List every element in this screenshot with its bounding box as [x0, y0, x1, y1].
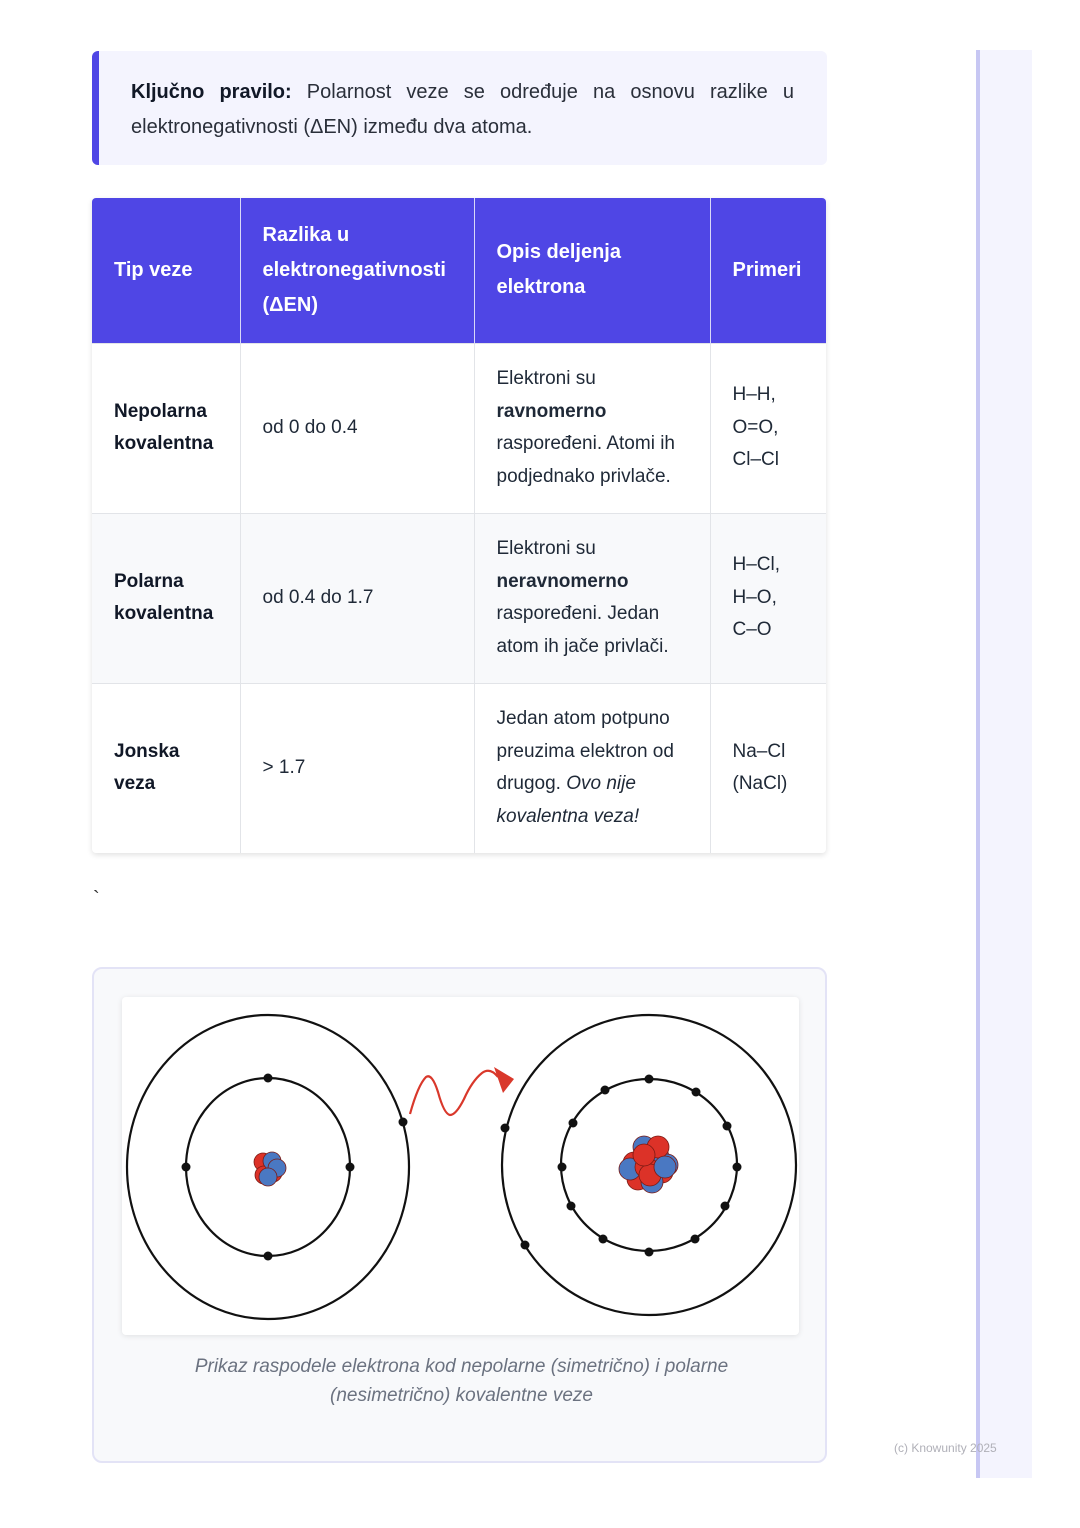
example-item: (NaCl) — [732, 773, 788, 795]
electron — [645, 1248, 654, 1257]
cell-en-difference: od 0 do 0.4 — [240, 343, 474, 513]
desc-text: raspoređeni. Jedan atom ih jače privlači. — [496, 603, 669, 657]
cell-en-difference: od 0.4 do 1.7 — [240, 513, 474, 683]
side-panel — [976, 50, 1032, 1478]
table-row — [92, 513, 826, 683]
neutron — [654, 1156, 676, 1178]
electron — [346, 1163, 355, 1172]
electron — [601, 1086, 610, 1095]
cell-examples — [710, 343, 826, 513]
cell-en-difference: > 1.7 — [240, 683, 474, 853]
header-bond-type: Tip veze — [92, 198, 240, 343]
electron — [645, 1075, 654, 1084]
electron — [567, 1202, 576, 1211]
bond-table — [92, 198, 826, 853]
key-rule-callout — [92, 51, 827, 165]
electron — [723, 1122, 732, 1131]
example-item: Na–Cl — [732, 740, 786, 762]
stray-backtick: ` — [93, 888, 100, 910]
header-en-difference: Razlika u elektronegativnosti (ΔEN) — [240, 198, 474, 343]
electron — [264, 1252, 273, 1261]
desc-text: Elektroni su — [496, 538, 596, 559]
transfer-arrow — [410, 1067, 514, 1115]
cell-description — [474, 513, 710, 683]
electron — [692, 1088, 701, 1097]
electron — [521, 1241, 530, 1250]
proton — [633, 1144, 655, 1166]
cell-examples — [710, 513, 826, 683]
arrow-head — [494, 1067, 514, 1093]
electron — [733, 1163, 742, 1172]
desc-emphasis: ravnomerno — [496, 400, 607, 422]
left-electrons — [182, 1074, 408, 1261]
example-item: O=O, — [732, 416, 779, 438]
callout-text: Polarnost veze se određuje na osnovu razlike u elektronegativnosti (ΔEN) između dva atoma. — [131, 81, 794, 138]
right-nucleus — [619, 1136, 678, 1193]
left-nucleus — [254, 1152, 286, 1186]
electron — [691, 1235, 700, 1244]
atom-diagram — [122, 997, 799, 1335]
header-examples: Primeri — [710, 198, 826, 343]
cell-description — [474, 683, 710, 853]
desc-italic-note: Ovo nije kovalentna veza! — [496, 773, 640, 827]
cell-description — [474, 343, 710, 513]
example-item: C–O — [732, 619, 772, 641]
desc-emphasis: neravnomerno — [496, 570, 629, 592]
header-description: Opis deljenja elektrona — [474, 198, 710, 343]
table-header-row — [92, 198, 826, 343]
cell-bond-type: Nepolarna kovalentna — [92, 343, 240, 513]
cell-bond-type: Polarna kovalentna — [92, 513, 240, 683]
desc-text: Elektroni su — [496, 368, 596, 389]
example-item: H–H, — [732, 384, 776, 406]
table-row — [92, 343, 826, 513]
desc-text: Jedan atom potpuno preuzima elektron od drugog. — [496, 708, 674, 795]
table-row — [92, 683, 826, 853]
electron — [501, 1124, 510, 1133]
electron — [721, 1202, 730, 1211]
right-atom — [501, 1015, 797, 1315]
figure-caption: Prikaz raspodele elektrona kod nepolarne (simetrično) i polarne (nesimetrično) kovalentne veze — [194, 1356, 729, 1406]
figure-card — [92, 967, 827, 1463]
example-item: H–Cl, — [732, 554, 781, 576]
example-item: H–O, — [732, 586, 777, 608]
electron — [558, 1163, 567, 1172]
neutron — [259, 1168, 277, 1186]
example-item: Cl–Cl — [732, 449, 779, 471]
electron — [569, 1119, 578, 1128]
left-atom — [127, 1015, 409, 1319]
electron — [399, 1118, 408, 1127]
electron — [599, 1235, 608, 1244]
callout-bold-label: Ključno pravilo: — [131, 81, 292, 103]
arrow-wave — [410, 1071, 498, 1115]
atom-diagram-svg — [122, 997, 799, 1335]
cell-bond-type: Jonska veza — [92, 683, 240, 853]
desc-text: raspoređeni. Atomi ih podjednako privlače. — [496, 433, 675, 487]
copyright: (c) Knowunity 2025 — [894, 1441, 997, 1455]
electron — [182, 1163, 191, 1172]
cell-examples — [710, 683, 826, 853]
electron — [264, 1074, 273, 1083]
